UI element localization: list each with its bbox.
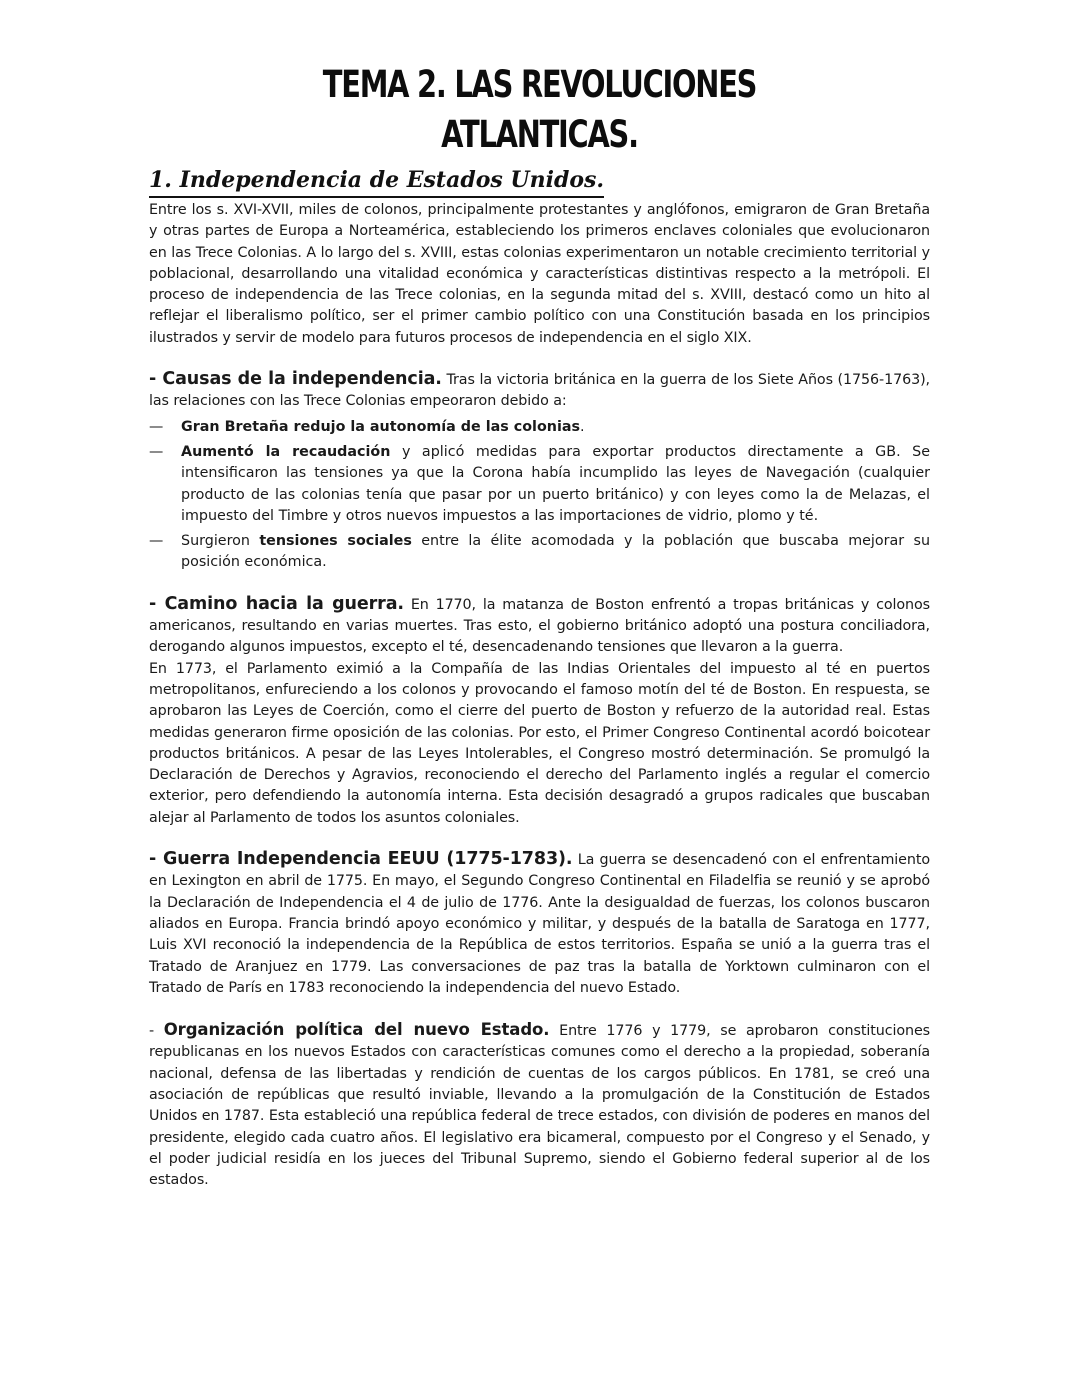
dash-bullet: —	[149, 443, 164, 460]
causas-block	[149, 369, 930, 574]
dash-bullet: —	[149, 533, 164, 550]
causas-text: Tras la victoria británica en la guerra de los Siete Años (1756-1763), las relaciones con las Trece Colonias empeoraron debido a:	[149, 372, 930, 410]
section-heading: 1. Independencia de Estados Unidos.	[149, 164, 604, 198]
guerra-paragraph	[149, 849, 930, 999]
camino-paragraph-1	[149, 594, 930, 659]
document-page	[149, 60, 930, 1191]
organizacion-lead: Organización política del nuevo Estado.	[163, 1020, 550, 1040]
camino-block	[149, 594, 930, 829]
guerra-block	[149, 849, 930, 999]
section-1	[149, 160, 930, 349]
guerra-lead: - Guerra Independencia EEUU (1775-1783).	[149, 849, 573, 870]
camino-paragraph-2: En 1773, el Parlamento eximió a la Compañía de las Indias Orientales del impuesto al té en puertos metropolitanos, enfureciendo a los colonos y provocando el famoso motín del té de Boston. En respuesta, se aprobaron las Leyes de Coerción, como el cierre del puerto de Boston y refuerzo de la autoridad real. Estas medidas generaron firme oposición de las colonias. Por esto, el Primer Congreso Continental acordó boicotear productos británicos. A pesar de las Leyes Intolerables, el Congreso mostró determinación. Se promulgó la Declaración de Derechos y Agravios, reconociendo el derecho del Parlamento inglés a regular el comercio exterior, pero defendiendo la autonomía interna. Esta decisión desagradó a grupos radicales que buscaban alejar al Parlamento de todos los asuntos coloniales.	[149, 660, 930, 826]
guerra-text: La guerra se desencadenó con el enfrentamiento en Lexington en abril de 1775. En mayo, el Segundo Congreso Continental en Filadelfia se reunió y se aprobó la Declaración de Independencia el 4 de julio de 1776. Ante la desigualdad de fuerzas, los colonos buscaron aliados en Europa. Francia brindó apoyo económico y militar, y después de la batalla de Saratoga en 1777, Luis XVI reconoció la independencia de la República de estos territorios. España se unió a la guerra tras el Tratado de Aranjuez en 1779. Las conversaciones de paz tras la batalla de Yorktown culminaron con el Tratado de París en 1783 reconociendo la independencia del nuevo Estado.	[149, 852, 930, 996]
organizacion-paragraph: - Organización política del nuevo Estado. Entre 1776 y 1779, se aprobaron constituciones republicanas en los nuevos Estados con características comunes como el derecho a la propiedad, soberanía nacional, defensa de las libertadas y rendición de cuentas de los cargos públicos. En 1781, se creó una asociación de repúblicas que resultó inviable, llevando a la promulgación de la Constitución de Estados Unidos en 1787. Esta estableció una república federal de trece estados, con división de poderes en manos del presidente, elegido cada cuatro años. El legislativo era bicameral, compuesto por el Congreso y el Senado, y el poder judicial residía en los jueces del Tribunal Supremo, siendo el Gobierno federal superior al de los estados.	[149, 1020, 930, 1189]
dash-bullet: —	[149, 418, 164, 435]
list-item-bold: Gran Bretaña redujo la autonomía de las colonias	[181, 418, 581, 435]
camino-text-1: En 1770, la matanza de Boston enfrentó a tropas británicas y colonos americanos, resultando en varias muertes. Tras esto, el gobierno británico adoptó una postura conciliadora, derogando algunos impuestos, excepto el té, desencadenando tensiones que llevaron a la guerra.	[149, 596, 930, 656]
list-item: — Gran Bretaña redujo la autonomía de las colonias.	[149, 417, 930, 438]
causas-list	[149, 417, 930, 574]
page-title: TEMA 2. LAS REVOLUCIONES ATLANTICAS.	[322, 63, 757, 156]
organizacion-block	[149, 1019, 930, 1191]
causas-paragraph	[149, 369, 930, 413]
list-item-bold: tensiones sociales	[259, 533, 412, 550]
organizacion-text: Entre 1776 y 1779, se aprobaron constituciones republicanas en los nuevos Estados con características comunes como el derecho a la propiedad, soberanía nacional, defensa de las libertadas y rendición de cuentas de los cargos públicos. En 1781, se creó una asociación de repúblicas que resultó inviable, llevando a la promulgación de la Constitución de Estados Unidos en 1787. Esta estableció una república federal de trece estados, con división de poderes en manos del presidente, elegido cada cuatro años. El legislativo era bicameral, compuesto por el Congreso y el Senado, y el poder judicial residía en los jueces del Tribunal Supremo, siendo el Gobierno federal superior al de los estados.	[149, 1023, 930, 1189]
list-item: — Aumentó la recaudación y aplicó medidas para exportar productos directamente a GB. Se intensificaron las tensiones ya que la Corona había incumplido las leyes de Navegación (cualquier producto de las colonias tenía que pasar por un puerto británico) y con leyes como la de Melazas, el impuesto del Timbre y otros nuevos impuestos a las importaciones de vidrio, plomo y té.	[149, 443, 931, 524]
intro-paragraph: Entre los s. XVI-XVII, miles de colonos, principalmente protestantes y anglófonos, emigraron de Gran Bretaña y otras partes de Europa a Norteamérica, estableciendo los primeros enclaves coloniales que evolucionaron en las Trece Colonias. A lo largo del s. XVIII, estas colonias experimentaron un notable crecimiento territorial y poblacional, desarrollando una vitalidad económica y características distintivas respecto a la metrópoli. El proceso de independencia de las Trece colonias, en la segunda mitad del s. XVIII, destacó como un hito al reflejar el liberalismo político, ser el primer cambio político con una Constitución basada en los principios ilustrados y servir de modelo para futuros procesos de independencia en el siglo XIX.	[149, 202, 930, 346]
camino-lead: - Camino hacia la guerra.	[149, 593, 404, 614]
causas-lead: - Causas de la independencia.	[149, 369, 442, 390]
list-item: — Surgieron tensiones sociales entre la élite acomodada y la población que buscaba mejorar su posición económica.	[149, 533, 931, 571]
list-item-bold: Aumentó la recaudación	[181, 443, 391, 460]
